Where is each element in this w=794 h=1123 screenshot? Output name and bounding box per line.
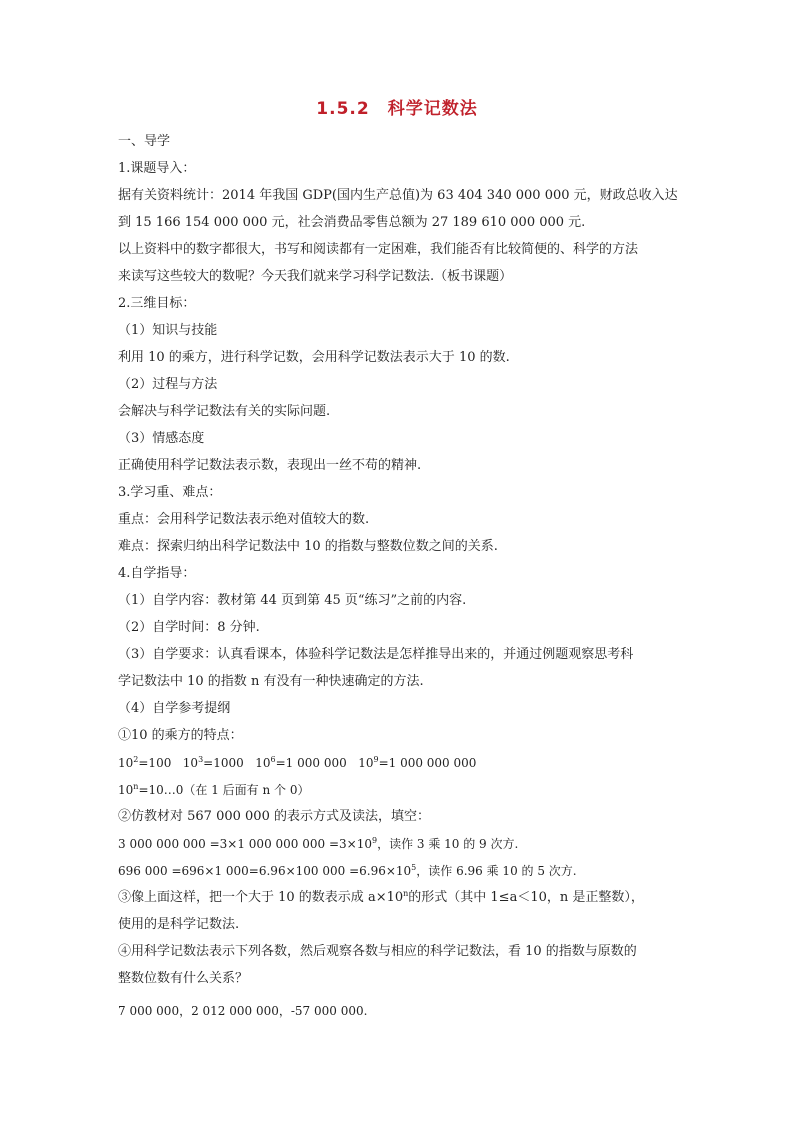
definition-text: ③像上面这样，把一个大于 10 的数表示成 a×10 (118, 890, 404, 905)
page-title: 1.5.2 科学记数法 (316, 99, 478, 119)
subsection-heading: 4.自学指导： (118, 566, 196, 581)
example-exponent: 5 (411, 863, 417, 872)
example-line (118, 835, 688, 853)
paragraph-line: 到 15 166 154 000 000 元，社会消费品零售总额为 27 189 610 000 000 元. (118, 215, 586, 230)
power-exponent: 2 (133, 755, 139, 764)
paragraph-line: 重点：会用科学记数法表示绝对值较大的数. (118, 512, 370, 527)
power-n-line (118, 781, 688, 799)
definition-text: 的形式（其中 1≤a＜10，n 是正整数）， (408, 890, 644, 905)
definition-exponent: n (403, 889, 409, 898)
paragraph-line: ①10 的乘方的特点： (118, 728, 243, 743)
power-base: 10 (182, 756, 199, 770)
paragraph-line: 使用的是科学记数法. (118, 917, 240, 932)
paragraph-line: （2）自学时间：8 分钟. (118, 620, 260, 635)
paragraph-line: ④用科学记数法表示下列各数，然后观察各数与相应的科学记数法，看 10 的指数与原数的 (118, 944, 637, 959)
power-value: =1000 (203, 756, 244, 770)
power-value: =1 000 000 (275, 756, 347, 770)
power-base: 10 (118, 756, 134, 770)
paragraph-line: 整数位数有什么关系？ (118, 971, 249, 986)
paragraph-line: 难点：探索归纳出科学记数法中 10 的指数与整数位数之间的关系. (118, 539, 498, 554)
section-heading: 一、导学 (118, 134, 171, 149)
subsection-heading: 2.三维目标： (118, 296, 196, 311)
example-reading: ，读作 3 乘 10 的 9 次方. (377, 837, 519, 851)
subsection-heading: 3.学习重、难点： (118, 485, 222, 500)
example-exponent: 9 (371, 836, 378, 845)
power-exponent: 6 (270, 755, 276, 764)
example-expression: 696 000 =696×1 000=6.96×100 000 =6.96×10 (118, 864, 412, 878)
power-base: 10 (118, 783, 134, 797)
subsection-heading: 1.课题导入： (118, 161, 196, 176)
power-exponent: n (133, 782, 139, 791)
paragraph-line: 以上资料中的数字都很大，书写和阅读都有一定困难，我们能否有比较简便的、科学的方法 (118, 242, 639, 257)
goal-heading: （1）知识与技能 (118, 323, 218, 338)
power-exponent: 3 (198, 755, 204, 764)
paragraph-line: 正确使用科学记数法表示数，表现出一丝不苟的精神. (118, 458, 422, 473)
power-value: =10…0（在 1 后面有 n 个 0） (138, 783, 310, 797)
power-base: 10 (255, 756, 271, 770)
paragraph-line: 据有关资料统计：2014 年我国 GDP(国内生产总值)为 63 404 340 000 000 元，财政总收入达 (118, 188, 678, 203)
paragraph-line: 会解决与科学记数法有关的实际问题. (118, 404, 331, 419)
power-value: =1 000 000 000 (378, 756, 477, 770)
paragraph-line: ②仿教材对 567 000 000 的表示方式及读法，填空： (118, 809, 430, 824)
exercise-numbers: 7 000 000，2 012 000 000，-57 000 000. (118, 1004, 368, 1018)
paragraph-line: 学记数法中 10 的指数 n 有没有一种快速确定的方法. (118, 674, 424, 689)
goal-heading: （3）情感态度 (118, 431, 205, 446)
paragraph-line: 来读写这些较大的数呢？今天我们就来学习科学记数法.（板书课题） (118, 269, 513, 284)
power-value: =100 (138, 756, 172, 770)
example-reading: ，读作 6.96 乘 10 的 5 次方. (416, 864, 577, 878)
goal-heading: （2）过程与方法 (118, 377, 218, 392)
paragraph-line: （1）自学内容：教材第 44 页到第 45 页“练习”之前的内容. (118, 593, 467, 608)
example-expression: 3 000 000 000 =3×1 000 000 000 =3×10 (118, 837, 372, 851)
power-exponent: 9 (373, 755, 379, 764)
paragraph-line: （4）自学参考提纲 (118, 701, 231, 716)
paragraph-line: （3）自学要求：认真看课本，体验科学记数法是怎样推导出来的，并通过例题观察思考科 (118, 647, 634, 662)
definition-line (118, 889, 688, 907)
powers-of-ten-line (118, 754, 688, 772)
example-line (118, 862, 688, 880)
paragraph-line: 利用 10 的乘方，进行科学记数，会用科学记数法表示大于 10 的数. (118, 350, 510, 365)
power-base: 10 (358, 756, 374, 770)
